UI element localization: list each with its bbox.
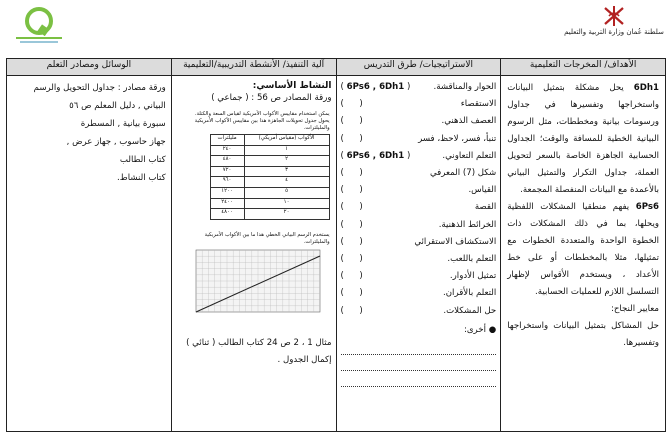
conversion-cups: ١٠ <box>244 198 329 209</box>
strategy-label: الحوار والمناقشة. <box>433 82 497 92</box>
book-caption-2: يحول جدول تحويلات الجاهزة هذا بين مقاييس الأكواب الأمريكية والمليلترات. <box>194 118 330 131</box>
resources-line-2: سبورة بيانية , المسطرة <box>80 119 166 129</box>
strategy-item <box>341 165 497 182</box>
strategy-label: التعلم باللعب. <box>447 254 497 265</box>
conversion-ml: ٤٨٠ <box>210 156 244 167</box>
strategy-checkbox[interactable]: ( ) <box>340 99 363 110</box>
conversion-cups: ٢٠ <box>244 209 329 220</box>
strategy-item <box>341 113 497 130</box>
conversion-header-ml: مليلترات <box>210 135 244 146</box>
activities-cell <box>171 76 336 432</box>
header-strategies: الاستراتيجيات/ طرق التدريس <box>336 59 501 76</box>
strategy-item <box>341 234 497 251</box>
strategy-label: تمثيل الأدوار. <box>449 271 497 282</box>
strategy-label: العصف الذهني. <box>441 116 497 127</box>
strategy-item <box>341 79 497 96</box>
resources-line-5: كتاب النشاط. <box>117 173 166 183</box>
goal-text-2: يفهم منطقيا المشكلات اللفظية ويحلها، بما في ذلك المشكلات ذات الخطوة الواحدة والمتعددة الخطوات مع تمثيلها، مثلا بالمخططات أو على خط الأعداد ، ويستخدم الأقواس لإظهار التسلسل اللازم للعمليات الحسابية. <box>507 202 659 297</box>
strategy-checkbox[interactable]: ( ) <box>340 288 363 299</box>
book-caption-1: يمكن استخدام مقاييس الأكواب الأمريكية لقياس السعة والكتلة. <box>194 111 330 117</box>
strategy-mark: 6Ps6 , 6Dh1 <box>346 150 405 161</box>
success-criteria-label: معايير النجاح: <box>610 304 659 314</box>
conversion-row <box>210 198 329 209</box>
line-graph <box>178 246 330 326</box>
strategy-checkbox[interactable]: ( ) <box>340 236 363 247</box>
strategy-item <box>341 251 497 268</box>
strategy-label: شكل (7) المعرفي <box>430 168 497 179</box>
strategy-mark: 6Ps6 , 6Dh1 <box>346 82 405 92</box>
strategy-checkbox[interactable]: ( 6Ps6 , 6Dh1 ) <box>341 79 411 96</box>
strategy-label: الخرائط الذهنية. <box>438 219 497 230</box>
school-logo <box>8 6 70 46</box>
strategy-label: التعلم بالأقران. <box>443 288 497 299</box>
resources-line-4: كتاب الطالب <box>119 155 166 165</box>
activity-note-2: إكمال الجدول . <box>277 354 332 365</box>
activity-subtitle: ورقة المصادر ص 56 : ( جماعي ) <box>211 93 332 103</box>
conversion-row <box>210 166 329 177</box>
emblem-icon <box>601 4 627 28</box>
other-line-2 <box>341 359 497 371</box>
conversion-row <box>210 209 329 220</box>
goal-code-1: 6Dh1 <box>633 83 659 93</box>
goal-code-2: 6Ps6 <box>635 202 659 212</box>
conversion-row <box>210 177 329 188</box>
strategy-checkbox[interactable]: ( ) <box>340 168 363 179</box>
lesson-plan-table <box>6 58 666 432</box>
strategy-item <box>341 199 497 216</box>
strategy-checkbox[interactable]: ( ) <box>340 271 363 282</box>
ministry-logo <box>564 4 664 48</box>
ministry-name: سلطنة عُمان وزارة التربية والتعليم <box>564 28 664 36</box>
header-resources: الوسائل ومصادر التعلم <box>7 59 172 76</box>
strategy-checkbox[interactable]: ( ) <box>340 116 363 127</box>
conversion-cups: ١ <box>244 145 329 156</box>
strategy-label: الاستكشاف الاستقرائي <box>414 236 497 247</box>
strategy-item <box>341 303 497 320</box>
conversion-cups: ٢ <box>244 156 329 167</box>
other-line-3 <box>341 375 497 387</box>
resources-text: ورقة مصادر : جداول التحويل والرسم البياني , دليل المعلم ص ٥٦ <box>33 83 166 111</box>
resource-sheet-image <box>178 111 330 329</box>
strategy-label: الاستقصاء <box>460 99 497 110</box>
activity-title: النشاط الأساسي: <box>252 81 332 91</box>
goal-2 <box>507 199 659 301</box>
conversion-ml: ٧٢٠ <box>210 166 244 177</box>
other-line-1 <box>341 343 497 355</box>
strategy-item <box>341 96 497 113</box>
success-criteria-text: حل المشاكل بتمثيل البيانات واستخراجها وتفسيرها. <box>507 321 659 348</box>
strategy-list <box>341 79 497 320</box>
conversion-row <box>210 187 329 198</box>
resources-cell <box>7 76 172 432</box>
conversion-cups: ٣ <box>244 166 329 177</box>
strategy-item <box>341 268 497 285</box>
strategy-checkbox[interactable]: ( ) <box>340 185 363 196</box>
bullet-icon: ● <box>486 324 497 335</box>
goals-cell <box>501 76 666 432</box>
goal-1 <box>507 80 659 199</box>
conversion-row <box>210 156 329 167</box>
strategy-other-label: أخرى: <box>463 324 487 335</box>
strategy-checkbox[interactable]: ( ) <box>340 202 363 213</box>
header-goals: الأهداف/ المخرجات التعليمية <box>501 59 666 76</box>
strategies-cell <box>336 76 501 432</box>
strategy-label: حل المشكلات. <box>443 305 497 316</box>
strategy-label: تنبأ، فسر، لاحظ، فسر <box>418 133 497 144</box>
conversion-ml: ١٢٠٠ <box>210 187 244 198</box>
strategy-label: التعلم التعاوني. <box>442 150 497 161</box>
strategy-item <box>341 217 497 234</box>
strategy-item <box>341 148 497 165</box>
resources-line-3: جهاز حاسوب , جهاز عرض , <box>66 137 166 147</box>
strategy-label: القصة <box>474 202 497 213</box>
strategy-item <box>341 182 497 199</box>
conversion-header-cups: الأكواب (مقياس أمريكي) <box>244 135 329 146</box>
strategy-checkbox[interactable]: ( ) <box>340 305 363 316</box>
conversion-row <box>210 145 329 156</box>
conversion-ml: ٤٨٠٠ <box>210 209 244 220</box>
strategy-checkbox[interactable]: ( ) <box>340 133 363 144</box>
conversion-ml: ٩٦٠ <box>210 177 244 188</box>
strategy-item <box>341 131 497 148</box>
strategy-other <box>341 322 497 339</box>
strategy-checkbox[interactable]: ( ) <box>340 219 363 230</box>
conversion-table <box>210 134 330 220</box>
strategy-checkbox[interactable]: ( 6Ps6 , 6Dh1 ) <box>341 148 411 165</box>
conversion-graph <box>178 232 330 329</box>
strategy-checkbox[interactable]: ( ) <box>340 254 363 265</box>
goal-text-1: يحل مشكلة بتمثيل البيانات واستخراجها وتفسيرها في جداول ورسومات بيانية ومخططات، مثل الرسوم البيانية الخطية للمسافة والوقت؛ الجداول الحسابية الجاهزة الخاصة بالسعر لتحويل العملة، جداول التكرار والتمثيل البياني بالأعمدة مع البيانات المنفصلة المجمعة. <box>507 83 659 195</box>
activity-note-1: مثال 1 ، 2 ص 24 كتاب الطالب ( ثنائي ) <box>186 337 332 348</box>
strategy-label: القياس. <box>468 185 497 196</box>
conversion-ml: ٢٤٠٠ <box>210 198 244 209</box>
conversion-cups: ٥ <box>244 187 329 198</box>
conversion-cups: ٤ <box>244 177 329 188</box>
graph-caption: يستخدم الرسم البياني الخطي هذا ما بين الأكواب الأمريكية والمليلترات. <box>204 231 330 245</box>
conversion-ml: ٢٤٠ <box>210 145 244 156</box>
header-activities: آلية التنفيذ/ الأنشطة التدريبية/التعليمية <box>171 59 336 76</box>
strategy-item <box>341 285 497 302</box>
